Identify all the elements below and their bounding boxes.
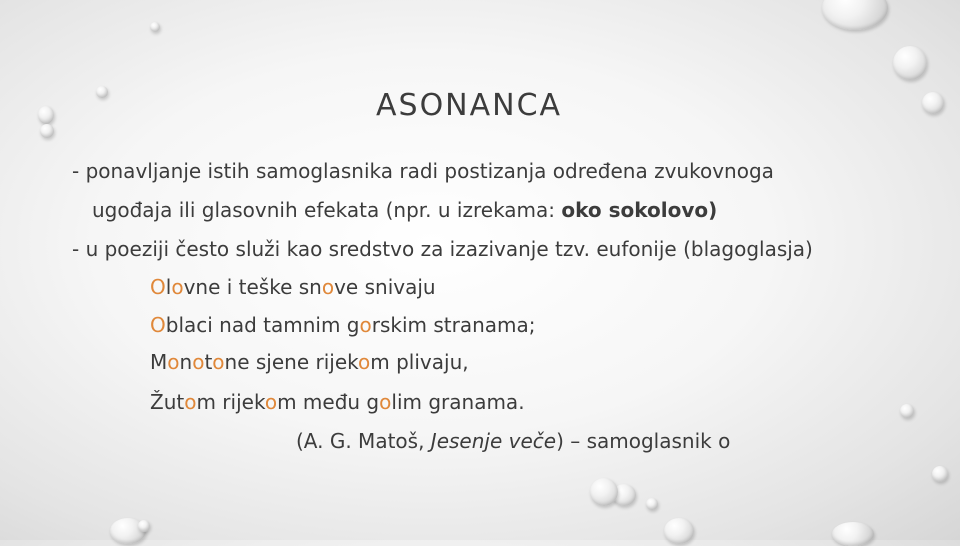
poem-line-1 <box>150 275 436 299</box>
poem-text: M <box>150 350 168 374</box>
highlighted-vowel: o <box>192 350 205 374</box>
water-drop <box>646 498 658 510</box>
highlighted-vowel: o <box>321 275 335 299</box>
water-drop <box>40 124 54 138</box>
water-drop <box>96 86 108 98</box>
poem-text: ve snivaju <box>334 275 436 299</box>
water-drop <box>893 46 927 80</box>
poem-text: ne sjene rijek <box>224 350 359 374</box>
water-drop <box>38 106 54 124</box>
highlighted-vowel: o <box>167 350 180 374</box>
water-drop <box>138 520 150 532</box>
highlighted-vowel: o <box>212 350 225 374</box>
poem-text: Žut <box>150 390 185 414</box>
highlighted-vowel: o <box>264 390 278 414</box>
bullet-definition-example: oko sokolovo) <box>561 198 718 222</box>
water-drop <box>932 466 948 482</box>
poem-text: vne i teške sn <box>183 275 322 299</box>
poem-text: m rijek <box>196 390 265 414</box>
poem-line-4 <box>150 390 525 414</box>
water-drop <box>664 518 694 544</box>
bullet-poetry-usage: - u poeziji često služi kao sredstvo za izazivanje tzv. eufonije (blagoglasja) <box>72 237 813 261</box>
water-drop <box>590 478 618 506</box>
bullet-definition-text: ugođaja ili glasovnih efekata (npr. u izrekama: <box>92 198 562 222</box>
poem-line-3 <box>150 350 469 374</box>
poem-text: l <box>165 275 172 299</box>
poem-text: t <box>204 350 213 374</box>
poem-text: n <box>179 350 193 374</box>
citation-work-title: Jesenje veče <box>430 429 557 453</box>
poem-text: m među g <box>277 390 380 414</box>
bullet-definition-line1: - ponavljanje istih samoglasnika radi postizanja određena zvukovnoga <box>72 159 774 183</box>
citation-author: (A. G. Matoš, <box>296 429 431 453</box>
highlighted-vowel: o <box>171 275 184 299</box>
citation-note: ) – samoglasnik o <box>556 429 731 453</box>
water-drop <box>822 0 888 30</box>
water-drop <box>900 404 914 418</box>
poem-text: lim granama. <box>391 390 525 414</box>
slide-title <box>376 88 562 123</box>
highlighted-vowel: o <box>379 390 392 414</box>
water-drop <box>832 522 874 546</box>
highlighted-vowel: o <box>359 313 372 337</box>
water-drop <box>150 22 160 32</box>
slide-title-text: ASONANCA <box>376 88 563 123</box>
highlighted-vowel: o <box>358 350 371 374</box>
poem-line-2 <box>150 313 536 337</box>
highlighted-vowel: O <box>150 275 166 299</box>
poem-citation <box>296 429 730 453</box>
water-drop <box>922 92 944 114</box>
poem-text: rskim stranama; <box>371 313 536 337</box>
bullet-definition-line2 <box>92 198 717 222</box>
poem-text: blaci nad tamnim g <box>165 313 360 337</box>
highlighted-vowel: o <box>184 390 197 414</box>
poem-text: m plivaju, <box>370 350 469 374</box>
highlighted-vowel: O <box>150 313 166 337</box>
